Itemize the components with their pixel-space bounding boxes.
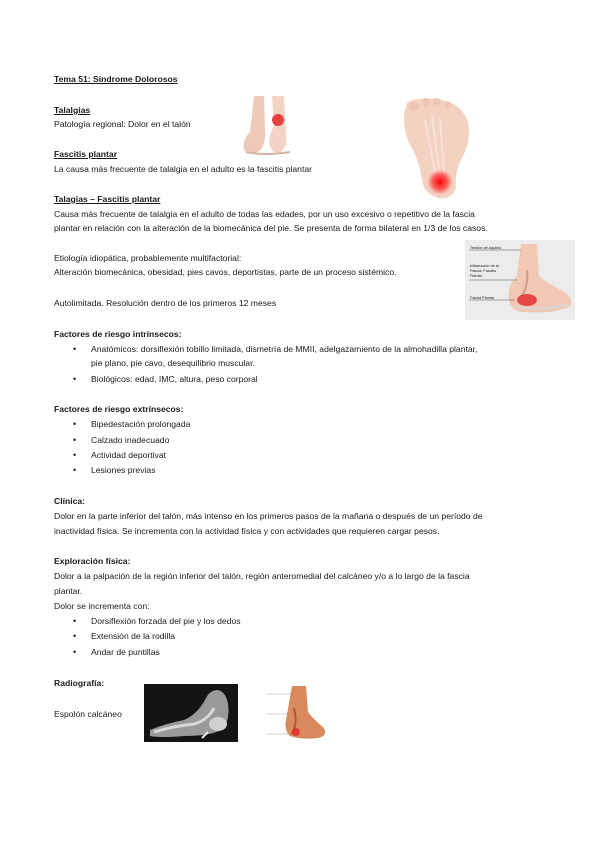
exploracion-line1: Dolor a la palpación de la región inferior del talón, región anteromedial del calcáneo y/o a lo largo de la fascia	[54, 571, 470, 581]
autolimitada-text: Autolimitada. Resolución dentro de los primeros 12 meses	[54, 298, 277, 308]
bullet-icon: •	[73, 419, 77, 429]
clinica-line2: inactividad física. Se incrementa con la actividad física y con actividades que requieren cargar pesos.	[54, 526, 440, 536]
plantar-fascia-diagram	[465, 240, 575, 320]
etiologia-line1: Etiología idiopática, probablemente multifactorial:	[54, 253, 242, 263]
talalgias-text: Patología regional: Dolor en el talón	[54, 119, 191, 129]
exploracion-heading: Exploración física:	[54, 556, 131, 566]
bullet-icon: •	[73, 616, 77, 626]
exploracion-line3: Dolor se incrementa con:	[54, 601, 150, 611]
talalgias-fascitis-heading: Talagias – Fascitis plantar	[54, 194, 161, 204]
talalgias-fascitis-line2: plantar en relación con la alteración de la biomecánica del pie. Se presenta de forma bilateral en 1/3 de los casos.	[54, 223, 488, 233]
etiologia-line2: Alteración biomecánica, obesidad, pies cavos, deportistas, parte de un proceso sistémico.	[54, 267, 397, 277]
bullet-icon: •	[73, 344, 77, 354]
clinica-line1: Dolor en la parte inferior del talón, más intenso en los primeros pasos de la mañana o después de un período de	[54, 511, 483, 521]
xray-image	[144, 684, 238, 742]
radiografia-heading: Radiografía:	[54, 678, 105, 688]
extrinsecos-item-2: Calzado inadecuado	[91, 435, 170, 445]
exploracion-line2: plantar.	[54, 586, 83, 596]
talalgias-heading: Talalgias	[54, 105, 91, 115]
heel-spur-illustration	[262, 684, 330, 742]
exploracion-item-1: Dorsiflexión forzada del pie y los dedos	[91, 616, 241, 626]
bullet-icon: •	[73, 450, 77, 460]
fascitis-text: La causa más frecuente de talalgia en el adulto es la fascitis plantar	[54, 164, 312, 174]
intrinsecos-heading: Factores de riesgo intrínsecos:	[54, 329, 182, 339]
exploracion-item-3: Andar de puntillas	[91, 647, 160, 657]
heel-pain-photo	[234, 96, 300, 156]
extrinsecos-heading: Factores de riesgo extrínsecos:	[54, 404, 184, 414]
extrinsecos-item-3: Actividad deportivat	[91, 450, 166, 460]
talalgias-fascitis-line1: Causa más frecuente de talalgia en el adulto de todas las edades, por un uso excesivo o repetitivo de la fascia	[54, 209, 475, 219]
intrinsecos-item-1-line2: pie plano, pie cavo, desequilibrio muscular.	[91, 358, 255, 368]
intrinsecos-item-1-line1: Anatómicos: dorsiflexión tobillo limitada, dismetría de MMII, adelgazamiento de la almohadilla plantar,	[91, 344, 478, 354]
label-fascia-plantar: Fascia Plantar	[470, 296, 495, 300]
radiografia-text: Espolón calcáneo	[54, 709, 122, 719]
clinica-heading: Clínica:	[54, 496, 86, 506]
label-inflamacion-fascia: Inflamación de la Fascia: Fascitis Plantar	[470, 264, 499, 278]
extrinsecos-item-4: Lesiones previas	[91, 465, 156, 475]
bullet-icon: •	[73, 374, 77, 384]
bullet-icon: •	[73, 435, 77, 445]
bullet-icon: •	[73, 647, 77, 657]
fascitis-heading: Fascitis plantar	[54, 149, 118, 159]
intrinsecos-item-2: Biológicos: edad, IMC, altura, peso corporal	[91, 374, 258, 384]
bullet-icon: •	[73, 631, 77, 641]
extrinsecos-item-1: Bipedestación prolongada	[91, 419, 191, 429]
foot-sole-photo	[380, 96, 490, 200]
label-tendon-aquiles: Tendón de Aquiles	[470, 246, 502, 250]
exploracion-item-2: Extensión de la rodilla	[91, 631, 176, 641]
bullet-icon: •	[73, 465, 77, 475]
page-title: Tema 51: Síndrome Dolorosos	[54, 74, 178, 84]
